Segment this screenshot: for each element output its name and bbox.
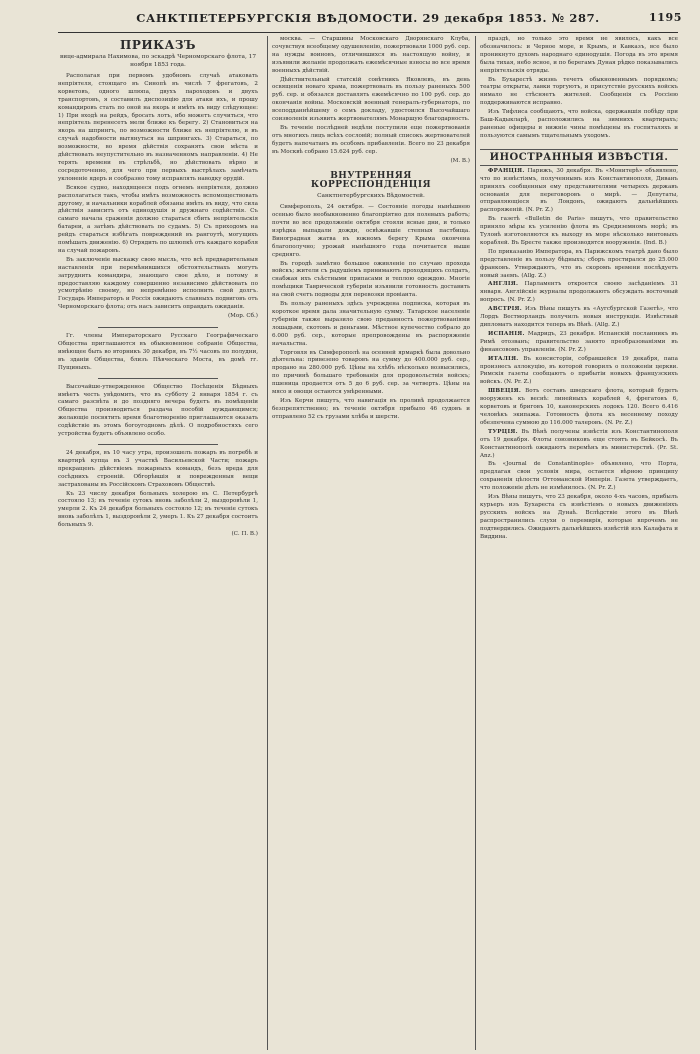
source-signature: (М. В.) <box>450 157 470 164</box>
news-item <box>480 494 678 541</box>
news-country: ФРАНЦІЯ. <box>488 167 525 174</box>
foreign-news-heading: ИНОСТРАННЫЯ ИЗВѢСТІЯ. <box>480 149 678 166</box>
news-text: Въ «Journal de Constantinople» объявлено, что Порта, предлагая свои условія мира, остается вѣрною принципу сохраненія цѣлости Оттоманской Имперіи. Газета утверждаетъ, что положеніе дѣлъ не измѣнилось. (N. Pr. Z.) <box>480 461 678 492</box>
paragraph: Изъ Керчи пишутъ, что навигація въ проливѣ продолжается безпрепятственно; въ теченіе октября прибыло 46 судовъ и отправлено 52 съ грузами хлѣба и шерсти. <box>272 397 470 420</box>
news-item <box>480 429 678 461</box>
order-subheading: вице-адмирала Нахимова, по эскадрѣ Черноморскаго флота, 17 ноября 1853 года. <box>59 54 257 69</box>
paragraph: Въ теченіе послѣдней недѣли поступили еще пожертвованія отъ многихъ лицъ всѣхъ сословій; полный списокъ жертвователей будетъ напечатанъ въ особомъ прибавленіи. Всего по 23 декабря въ Москвѣ собрано 15.624 руб. сер. <box>272 124 470 155</box>
order-heading: ПРИКАЗЪ <box>119 38 196 52</box>
news-country: АНГЛІЯ. <box>488 281 519 288</box>
news-text: Изъ Вѣны пишутъ, что 23 декабря, около 4-хъ часовъ, прибылъ курьеръ изъ Бухареста съ извѣстіемъ о новыхъ движеніяхъ русскихъ войскъ на Дунаѣ. Вслѣдствіе этого въ Вѣнѣ распространились слухи о перемирія, которые впрочемъ не подтвердились. Ожидаютъ дальнѣйшихъ извѣстій изъ Калафата и Виддина. <box>480 494 678 540</box>
news-text: По приказанію Императора, въ Парижскомъ театрѣ дано было представленіе въ пользу бѣдныхъ; сборъ простирался до 25.000 франковъ. Утверждаютъ, что въ скоромъ времени послѣдуетъ новый заемъ. (Allg. Z.) <box>480 248 678 279</box>
news-item <box>480 168 678 215</box>
news-text: Парламентъ откроется своею засѣданіемъ 31 января. Англійскіе журналы продолжаютъ обсуждать восточный вопросъ. (N. Pr. Z.) <box>480 281 678 304</box>
news-country: ШВЕЦІЯ. <box>488 388 522 395</box>
source-signature: (С. П. В.) <box>231 531 258 538</box>
news-item <box>480 249 678 281</box>
divider <box>98 444 218 445</box>
divider <box>98 378 218 379</box>
column-2 <box>267 36 470 1050</box>
paragraph: Торговля въ Симферополѣ на осенней ярмаркѣ была довольно дѣятельна: привезено товаровъ на сумму до 400.000 руб. сер., продано на 280.000 руб. Цѣны на хлѣбъ нѣсколько возвысились, по причинѣ большаго требованія для продовольствія войскъ; пшеница продается отъ 5 до 6 руб. сер. за четверть. Цѣны на мясо и овощи остаются умѣренными. <box>272 349 470 396</box>
masthead-title: САНКТПЕТЕРБУРГСКІЯ ВѢДОМОСТИ. 29 декабря 1853. № 287. <box>136 11 600 25</box>
news-item <box>480 216 678 248</box>
paragraph: Въ городѣ замѣтно большое оживленіе по случаю прохода войскъ; жители съ радушіемъ принимаютъ проходящихъ солдатъ, снабжая ихъ съѣстными припасами и теплою одеждою. Многіе помѣщики Таврической губерніи изъявили готовность доставить на свой счетъ подводы для перевозки провіанта. <box>272 260 470 299</box>
masthead <box>58 6 682 33</box>
news-text: Въ газетѣ «Bulletin de Paris» пишутъ, что правительство приняло мѣры къ усиленію флота въ Средиземномъ морѣ; въ Тулонѣ изготовляются къ выходу въ море нѣсколько винтовыхъ кораблей. Въ Бресте также производятся вооруженія. (Ind. B.) <box>480 216 678 246</box>
news-country: ТУРЦІЯ. <box>488 428 518 435</box>
news-country: ИСПАНІЯ. <box>488 330 525 337</box>
news-country: АВСТРІЯ. <box>488 306 523 313</box>
column-3 <box>475 36 678 1050</box>
paragraph: праздѣ, но только это время не явилось, какъ все обозначилось: и Черное море, и Крымъ, и Кавказъ, все было проникнуто духомъ народнаго единодушія. Погода въ это время была тихая, небо ясное, и по берегамъ Дуная рѣдко показывались непріятельскія отряды. <box>480 36 678 74</box>
paragraph: Высочайше-утвержденное Общество Посѣщенія Бѣдныхъ имѣетъ честь увѣдомить, что въ субботу 2 января 1854 г. съ самаго разсвѣта и до поздняго вечера будетъ въ помѣщеніи Общества производиться раздача пособій нуждающимся; желающіе посвятить время благотворенію приглашаются оказать содѣйствіе въ этомъ богоугодномъ дѣлѣ. О подробностяхъ сего устройства будетъ объявлено особо. <box>58 383 258 438</box>
paragraph: Въ заключеніе выскажу свою мысль, что всѣ предварительныя наставленія при перемѣнившихся обстоятельствахъ могутъ затруднить командира, знающаго свое дѣло, и потому я предоставляю каждому совершенно независимо дѣйствовать по усмотрѣнію своему, но непремѣнно исполнить свой долгъ. Государь Императоръ и Россія ожидаютъ славныхъ подвиговъ отъ Черноморскаго флота; отъ насъ зависитъ оправдать ожиданія. <box>58 256 258 311</box>
divider <box>98 327 218 328</box>
paragraph: 24 декабря, въ 10 часу утра, произошелъ пожаръ въ погребѣ и квартирѣ купца въ 3 участкѣ Васильевской Части; пожаръ прекращенъ дѣйствіемъ пожарныхъ командъ, безъ вреда для сосѣднихъ строеній. Обгорѣвшія и поврежденныя вещи застрахованы въ Россійскомъ Страховомъ Обществѣ. <box>58 449 258 488</box>
page-number: 1195 <box>648 11 682 24</box>
paragraph: Къ 23 числу декабря больныхъ холерою въ С. Петербургѣ состояло 13; въ теченіе сутокъ вновь заболѣли 2, выздоровѣли 1, умерли 2. Къ 24 декабря больныхъ состояло 12; въ теченіе сутокъ вновь заболѣлъ 1, выздоровѣли 2, умеръ 1. Къ 27 декабря состоитъ больныхъ 9. <box>58 490 258 529</box>
news-item <box>480 306 678 330</box>
paragraph: Всякое судно, находящееся подъ огнемъ непріятеля, должно располагаться такъ, чтобы имѣть возможность вспомоществовать другому, и начальники кораблей обязаны имѣть въ виду, что сила дѣйствія зависитъ отъ единодушія и дружнаго содѣйствія. Съ самаго начала сраженія должно стараться сбить непріятельскія батареи, а затѣмъ дѣйствовать по судамъ. 5) Съ приходомъ на рейдъ стараться избѣгать повреждений въ рангоутѣ, могущихъ помѣшать движенію. 6) Отрядить по шлюпкѣ отъ каждаго корабля на случай пожаровъ. <box>58 184 258 254</box>
paragraph: Располагая при первомъ удобномъ случаѣ атаковать непріятеля, стоящаго въ Синопѣ въ числѣ 7 фрегатовъ, 2 корветовъ, одного шлюпа, двухъ пароходовъ и двухъ транспортовъ, я составилъ диспозицію для атаки ихъ, и прошу командировъ стать по оной на якорь и имѣть въ виду слѣдующее: 1) При входѣ на рейдъ, бросать лотъ, ибо можетъ случиться, что непріятель перенесетъ мели ближе къ берегу. 2) Становиться на якорь на шпрингъ, по возможности ближе къ непріятелю, и въ случаѣ надобности вытянуться на шпрингахъ. 3) Стараться, по возможности, во время дѣйствія сохранять свои мѣста и дѣйствовать неупустительно въ назначенномъ направленіи. 4) Не терять времени въ стрѣльбѣ, но дѣйствовать вѣрно и сосредоточенно, для чего при первыхъ выстрѣлахъ замѣчать уклоненіе ядеръ и сообразно тому исправлять наводку орудій. <box>58 73 258 182</box>
paragraph: Въ пользу раненыхъ здѣсь учреждена подписка, которая въ короткое время дала значительную сумму. Татарское населеніе губерніи также выразило свою преданность пожертвованіями лошадьми, скотомъ и деньгами. Мѣстное купечество собрало до 6.000 руб. сер., которые препровождены въ распоряженіе начальства. <box>272 301 470 347</box>
source-signature: (Мор. Сб.) <box>227 313 258 320</box>
news-item <box>480 281 678 305</box>
news-text: Мадридъ, 23 декабря. Испанскій посланникъ въ Римѣ отозванъ; правительство занято преобразованіями въ финансовомъ управленіи. (N. Pr. Z.) <box>480 330 678 353</box>
paragraph: Симферополь, 24 октября. — Состояніе погоды нынѣшнею осенью было необыкновенно благопріятно для полевыхъ работъ; почти во все продолженіе октября стояли ясные дни, и только изрѣдка выпадали дожди, освѣжавшіе степныя пастбища. Виноградная жатва въ южномъ берегу Крыма окончена благополучно; урожай нынѣшняго года почитается выше средняго. <box>272 204 470 258</box>
news-item <box>480 388 678 428</box>
news-item <box>480 356 678 388</box>
news-text: Въ Вѣнѣ получены извѣстія изъ Константинополя отъ 19 декабря. Флоты союзниковъ еще стоятъ въ Бейкосѣ. Въ Константинополѣ ожидаютъ перемѣнъ въ министерствѣ. (Pr. St. Anz.) <box>480 428 678 459</box>
news-country: ИТАЛІЯ. <box>488 355 519 362</box>
paragraph: москва. — Старшины Московскаго Дворянскаго Клуба, сочувствуя всеобщему одушевленію, пожертвовали 1000 руб. сер. на нужды воиновъ, отличившихся въ настоящую войну, и изъявили желаніе продолжать ежемѣсячные взносы во все время военныхъ дѣйствій. <box>272 36 470 74</box>
column-1 <box>58 36 258 1050</box>
news-item <box>480 331 678 355</box>
foreign-news-list <box>480 168 678 542</box>
news-item <box>480 461 678 493</box>
news-text: Парижъ, 30 декабря. Въ «Монитерѣ» объявлено, что по извѣстіямъ, полученнымъ изъ Константинополя, Диванъ принялъ сообщенныя ему представителями четырехъ державъ основанія для переговоровъ о мирѣ. — Депутаты, отправляющіеся въ Лондонъ, ожидаютъ дальнѣйшихъ распоряженій. (N. Pr. Z.) <box>480 167 678 214</box>
paragraph: Гг. члены Императорскаго Русскаго Географическаго Общества приглашаются въ обыкновенное собраніе Общества, имѣющее быть во вторникъ 30 декабря, въ 7½ часовъ по полудни, въ зданіи Общества, близъ Пѣвческаго Моста, въ домѣ гг. Пущиныхъ. <box>58 333 258 371</box>
paragraph: Изъ Тифлиса сообщаютъ, что войска, одержавшія побѣду при Баш-Кадыкларѣ, расположились на зимнихъ квартирахъ; раненые офицеры и нижніе чины помѣщены въ госпиталяхъ и пользуются самымъ тщательнымъ уходомъ. <box>480 109 678 139</box>
paragraph: Дѣйствительный статскій совѣтникъ Яковлевъ, въ день освященія новаго храма, пожертвовалъ въ пользу раненыхъ 500 руб. сер. и обязался доставлять ежемѣсячно по 100 руб. сер. до окончанія войны. Московскій военный генералъ-губернаторъ, по всеподданнѣйшему о семъ докладу, удостоился Высочайшаго соизволенія изъявить жертвователямъ Монаршую благодарность. <box>272 76 470 123</box>
paragraph: Въ Бухарестѣ жизнь течетъ обыкновеннымъ порядкомъ; театры открыты, лавки торгуютъ, и присутствіе русскихъ войскъ нимало не стѣсняетъ жителей. Сообщенія съ Россіею поддерживаются исправно. <box>480 76 678 107</box>
news-text: Вотъ составъ шведскаго флота, который будетъ вооруженъ къ веснѣ: линейныхъ кораблей 4, фрегатовъ 6, корветовъ и бриговъ 10, канонерскихъ лодокъ 120. Всего 6.416 человѣкъ экипажа. Готовность флота къ весеннему походу обезпечена суммою до 116.000 талеровъ. (N. Pr. Z.) <box>480 388 678 426</box>
correspondence-heading: ВНУТРЕННЯЯ КОРРЕСПОНДЕНЦІЯ <box>310 170 432 191</box>
correspondence-subheading: Санктпетербургскихъ Вѣдомостей. <box>317 193 425 200</box>
news-text: Изъ Вѣны пишутъ въ «Аугсбургской Газетѣ», что Лордъ Вестморландъ получилъ новыя инструкціи. Извѣстный дипломатъ находится теперь въ Вѣнѣ. (Allg. Z.) <box>480 306 678 328</box>
news-text: Въ консисторіи, собравшейся 19 декабря, папа произнесъ аллокуцію, въ которой говорилъ о положеніи церкви. Римскія газеты сообщаютъ о прибытіи новыхъ французскихъ войскъ. (N. Pr. Z.) <box>480 355 678 386</box>
